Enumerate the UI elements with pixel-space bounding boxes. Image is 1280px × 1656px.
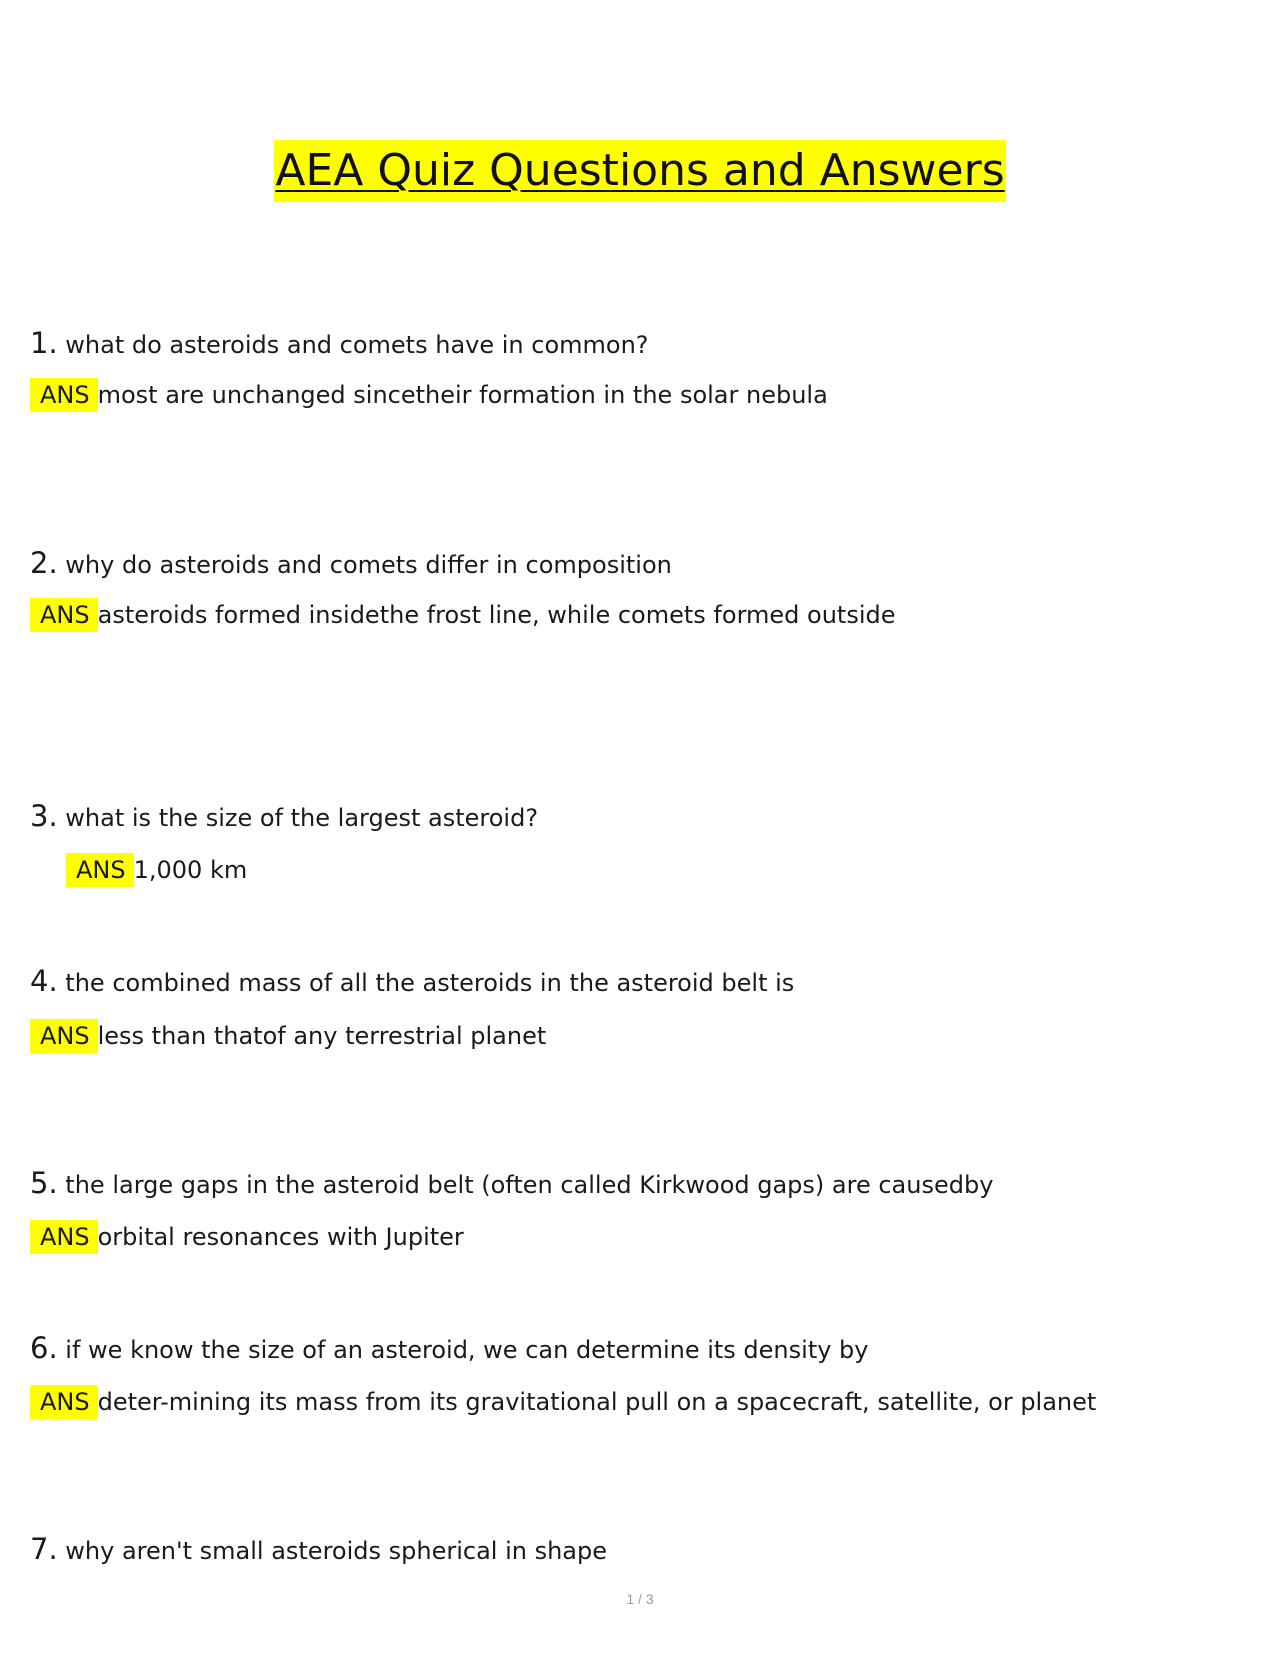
- answer-text: most are unchanged sincetheir formation in the solar nebula: [97, 381, 828, 409]
- ans-label: ANS: [30, 1220, 98, 1254]
- answer-6: [30, 1385, 1096, 1419]
- question-1: [30, 326, 649, 362]
- question-number: 7.: [30, 1532, 58, 1566]
- question-number: 1.: [30, 326, 58, 360]
- question-text: why do asteroids and comets differ in composition: [57, 551, 672, 579]
- document-title: AEA Quiz Questions and Answers: [274, 140, 1005, 202]
- ans-label: ANS: [30, 598, 98, 632]
- ans-label: ANS: [30, 378, 98, 412]
- question-text: what is the size of the largest asteroid?: [57, 804, 539, 832]
- question-3: [30, 799, 538, 835]
- answer-text: less than thatof any terrestrial planet: [97, 1022, 547, 1050]
- question-text: if we know the size of an asteroid, we can determine its density by: [57, 1336, 869, 1364]
- answer-text: asteroids formed insidethe frost line, while comets formed outside: [97, 601, 896, 629]
- question-5: [30, 1166, 993, 1202]
- answer-5: [30, 1220, 464, 1254]
- answer-text: deter-mining its mass from its gravitational pull on a spacecraft, satellite, or planet: [97, 1388, 1097, 1416]
- answer-3: [66, 853, 247, 887]
- question-6: [30, 1331, 869, 1367]
- question-number: 3.: [30, 799, 58, 833]
- ans-label: ANS: [66, 853, 134, 887]
- question-2: [30, 546, 672, 582]
- question-4: [30, 964, 794, 1000]
- answer-text: orbital resonances with Jupiter: [97, 1223, 464, 1251]
- question-text: the large gaps in the asteroid belt (often called Kirkwood gaps) are causedby: [57, 1171, 994, 1199]
- answer-2: [30, 598, 896, 632]
- page-indicator: 1 / 3: [626, 1591, 654, 1607]
- ans-label: ANS: [30, 1385, 98, 1419]
- question-number: 4.: [30, 964, 58, 998]
- question-number: 2.: [30, 546, 58, 580]
- answer-text: 1,000 km: [133, 856, 248, 884]
- question-number: 6.: [30, 1331, 58, 1365]
- question-number: 5.: [30, 1166, 58, 1200]
- answer-4: [30, 1019, 546, 1053]
- question-text: why aren't small asteroids spherical in shape: [57, 1537, 608, 1565]
- question-7: [30, 1532, 607, 1568]
- answer-1: [30, 378, 828, 412]
- question-text: the combined mass of all the asteroids in the asteroid belt is: [57, 969, 795, 997]
- question-text: what do asteroids and comets have in common?: [57, 331, 649, 359]
- ans-label: ANS: [30, 1019, 98, 1053]
- document-title-wrap: [0, 140, 1280, 202]
